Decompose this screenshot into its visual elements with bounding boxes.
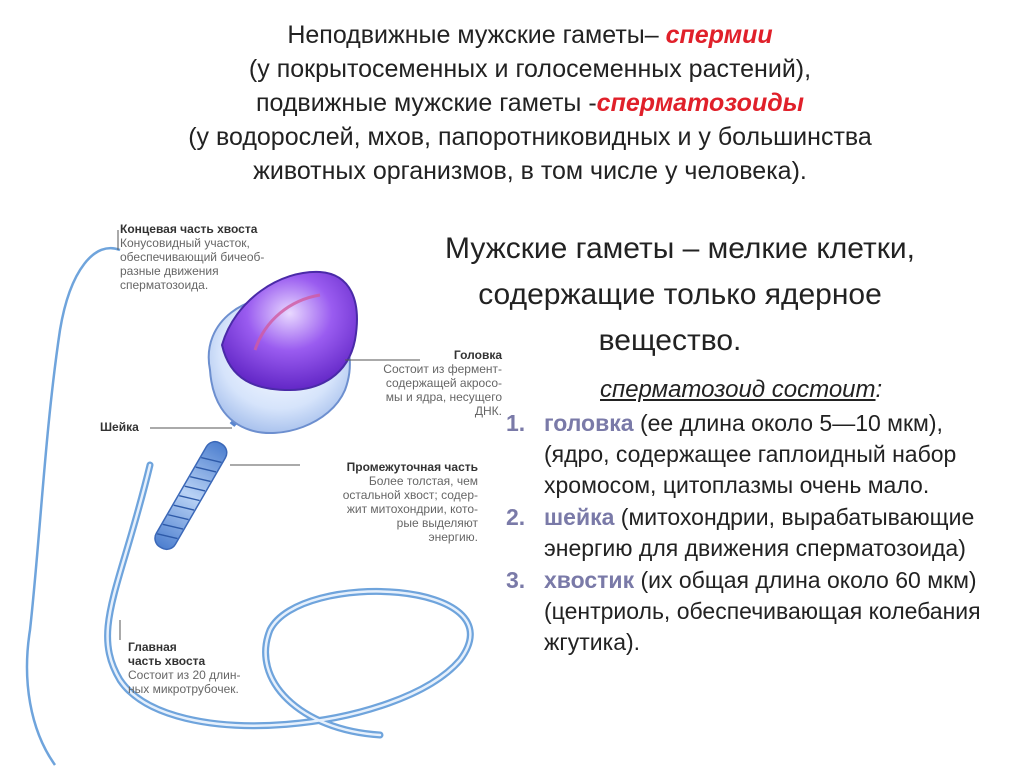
parts-list	[506, 408, 996, 659]
label-desc: остальной хвост; содер-	[342, 488, 478, 502]
label-desc: рые выделяют	[396, 516, 478, 530]
heading-line-5: животных организмов, в том числе у человека).	[253, 157, 807, 185]
term-description: (митохондрии, вырабатывающие энергию для движения сперматозоида)	[544, 504, 975, 561]
term-description: (ее длина около 5—10 мкм), (ядро, содержащее гаплоидный набор хромосом, цитоплазмы очень мало.	[544, 410, 957, 498]
label-desc: мы и ядра, несущего	[385, 390, 502, 404]
label-middle-piece	[300, 460, 478, 544]
label-desc: энергию.	[428, 530, 478, 544]
label-title: часть хвоста	[128, 654, 206, 668]
list-number: 2.	[506, 504, 526, 530]
label-desc: ДНК.	[474, 404, 502, 418]
label-desc: ных микротрубочек.	[128, 682, 239, 696]
consists-text: сперматозоид состоит	[600, 376, 876, 403]
highlight-spermatozoids: сперматозоиды	[596, 89, 805, 117]
term-description: (их общая длина около 60 мкм) (центриоль, обеспечивающая колебания жгутика).	[544, 567, 981, 655]
heading-line-2: (у покрытосеменных и голосеменных растений),	[248, 55, 812, 83]
label-end-tail	[120, 222, 340, 292]
label-title: Концевая часть хвоста	[120, 222, 258, 236]
heading-line-4: (у водорослей, мхов, папоротниковидных и у большинства	[188, 123, 872, 151]
label-desc: Состоит из фермент-	[383, 362, 502, 376]
label-main-tail	[128, 640, 298, 696]
label-head	[340, 348, 502, 418]
term-tail: хвостик	[544, 567, 635, 593]
list-item	[506, 565, 996, 658]
term-head: головка	[544, 410, 634, 436]
label-title: Головка	[453, 348, 502, 362]
label-desc: содержащей акросо-	[385, 376, 502, 390]
heading-text: подвижные мужские гаметы -	[255, 89, 597, 117]
heading-line-1	[40, 18, 1020, 52]
label-title: Промежуточная часть	[346, 460, 478, 474]
label-desc: жит митохондрии, кото-	[346, 502, 478, 516]
label-desc: Конусовидный участок,	[120, 236, 250, 250]
list-item	[506, 502, 996, 564]
label-neck	[100, 420, 139, 434]
sperm-diagram	[0, 210, 520, 767]
highlight-spermii: спермии	[665, 21, 773, 49]
list-number: 3.	[506, 567, 526, 593]
list-number: 1.	[506, 410, 526, 436]
consists-label	[600, 376, 882, 404]
consists-colon: :	[875, 376, 883, 403]
lead-line-3: вещество.	[598, 324, 742, 357]
heading-text: Неподвижные мужские гаметы–	[287, 21, 666, 49]
slide-heading	[40, 18, 1020, 188]
label-desc: Более толстая, чем	[368, 474, 478, 488]
lead-line-2: содержащие только ядерное	[478, 278, 882, 311]
label-desc: обеспечивающий бичеоб-	[120, 250, 265, 264]
list-item	[506, 408, 996, 501]
label-desc: разные движения	[120, 264, 219, 278]
label-title: Главная	[128, 640, 177, 654]
term-neck: шейка	[544, 504, 615, 530]
label-desc: сперматозоида.	[120, 278, 209, 292]
middle-piece	[151, 438, 230, 553]
heading-line-3	[40, 86, 1020, 120]
lead-line-1: Мужские гаметы – мелкие клетки,	[445, 232, 915, 265]
label-desc: Состоит из 20 длин-	[128, 668, 241, 682]
label-title: Шейка	[100, 420, 139, 434]
flagellum-end	[27, 248, 120, 765]
